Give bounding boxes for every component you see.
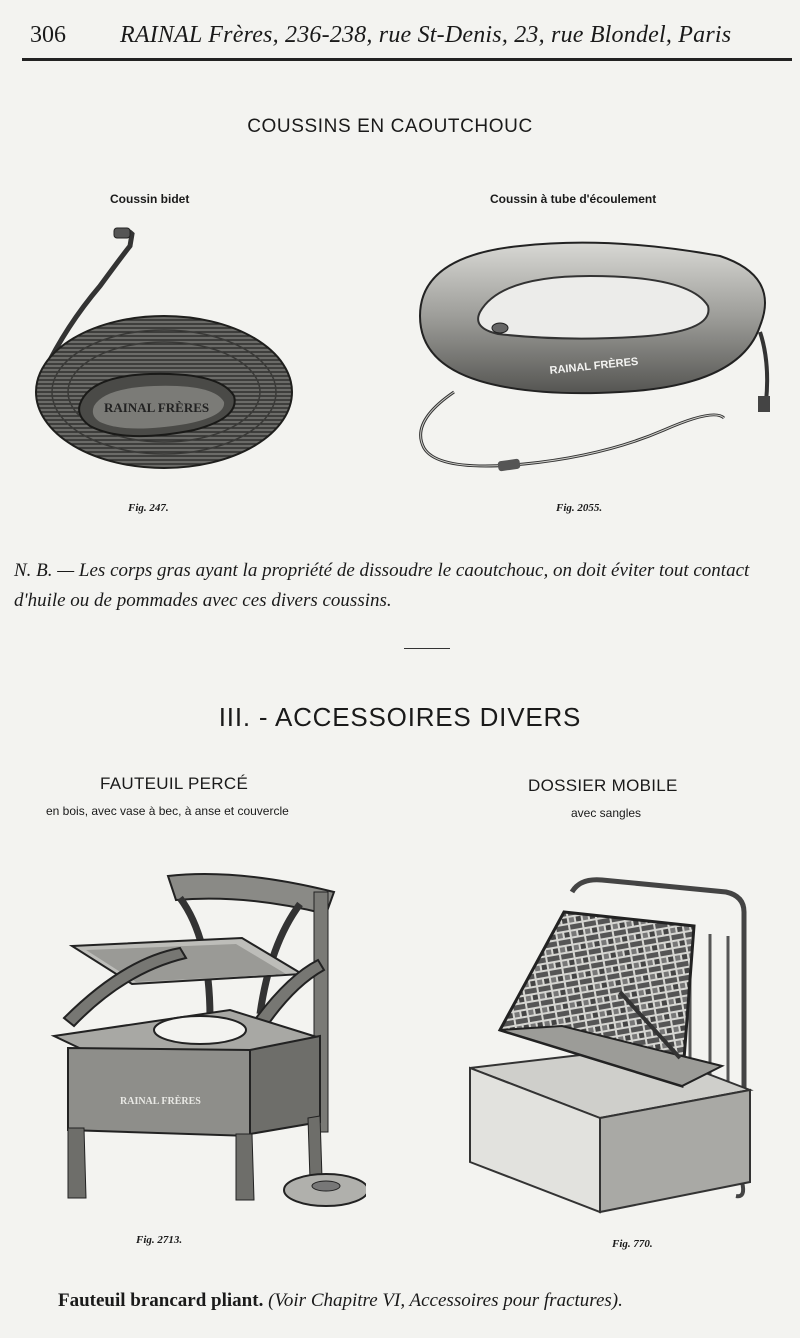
bidet-imprint: RAINAL FRÈRES: [104, 400, 210, 415]
drain-cushion-illustration: [410, 236, 780, 500]
caption-drain-cushion: Coussin à tube d'écoulement: [490, 192, 657, 206]
running-title: RAINAL Frères, 236-238, rue St-Denis, 23, rue Blondel, Paris: [120, 22, 732, 48]
backrest-title: DOSSIER MOBILE: [528, 776, 678, 795]
drain-cushion-imprint: RAINAL FRÈRES: [549, 355, 639, 377]
page-number: 306: [30, 22, 66, 48]
bidet-cushion-illustration: [24, 222, 294, 498]
commode-chair-description: en bois, avec vase à bec, à anse et couvercle: [46, 804, 289, 818]
nota-bene-text: N. B. — Les corps gras ayant la propriété de dissoudre le caoutchouc, on doit éviter tout contact d'huile ou de pommades avec ces divers coussins.: [14, 560, 750, 611]
commode-chair-title: FAUTEUIL PERCÉ: [100, 774, 249, 793]
note-divider: [404, 648, 450, 649]
figure-2055-label: Fig. 2055.: [556, 502, 603, 514]
figure-2713-label: Fig. 2713.: [136, 1234, 183, 1246]
footer-reference: [58, 1290, 623, 1312]
section-title-accessories: III. - ACCESSOIRES DIVERS: [218, 702, 582, 732]
footer-bold-text: Fauteuil brancard pliant.: [58, 1290, 264, 1311]
figure-247-label: Fig. 247.: [128, 502, 169, 514]
header-rule: [22, 58, 792, 61]
backrest-illustration: [460, 872, 790, 1220]
caption-bidet-cushion: Coussin bidet: [110, 192, 190, 206]
commode-chair-illustration: [50, 868, 366, 1214]
footer-italic-text: (Voir Chapitre VI, Accessoires pour fractures).: [268, 1290, 623, 1311]
page-header: [0, 0, 800, 62]
figure-770-label: Fig. 770.: [612, 1238, 653, 1250]
section-title-cushions: COUSSINS EN CAOUTCHOUC: [247, 116, 533, 137]
commode-imprint: RAINAL FRÈRES: [120, 1096, 201, 1107]
backrest-description: avec sangles: [571, 806, 642, 820]
